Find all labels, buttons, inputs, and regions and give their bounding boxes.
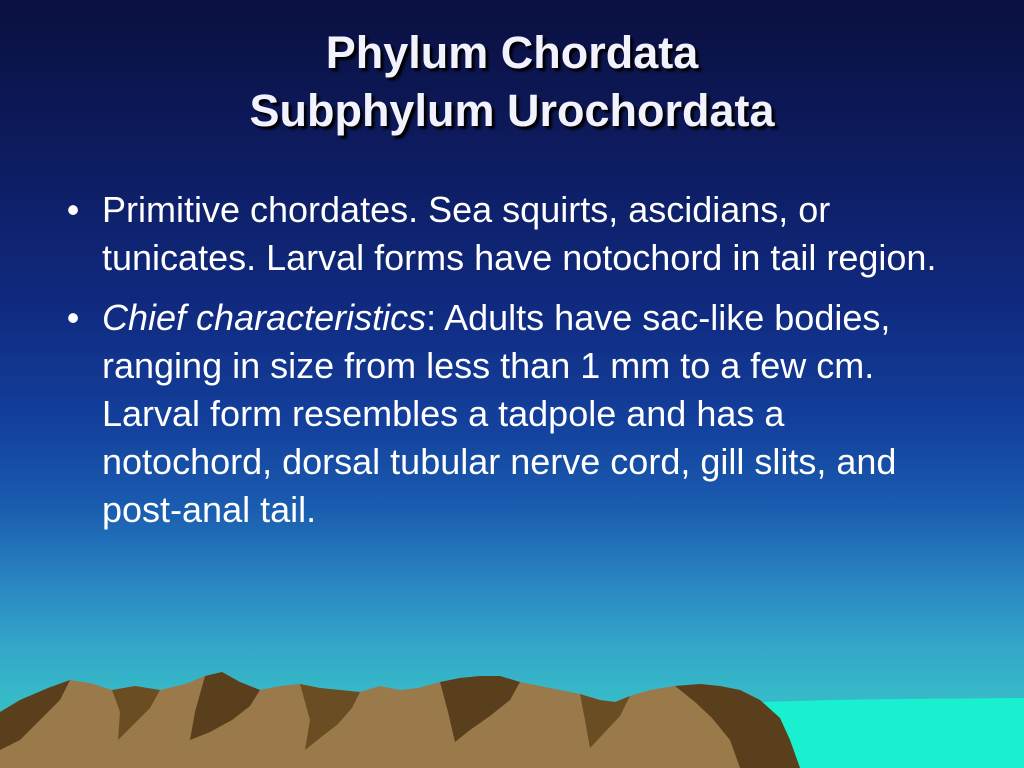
bullet-lead-italic: Chief characteristics [102,297,427,338]
bullet-text-2: : Adults have sac-like bodies, ranging in size from less than 1 mm to a few cm. Larval form resembles a tadpole and has a notochord, dorsal tubular nerve cord, gill slits, and post-anal tail. [102,297,897,530]
title-line-2: Subphylum Urochordata [249,85,775,136]
bullet-text-1: Primitive chordates. Sea squirts, ascidians, or tunicates. Larval forms have notochord in tail region. [102,189,937,278]
bullet-icon: • [66,189,80,230]
title-line-1: Phylum Chordata [325,27,699,78]
bullet-icon: • [66,297,80,338]
